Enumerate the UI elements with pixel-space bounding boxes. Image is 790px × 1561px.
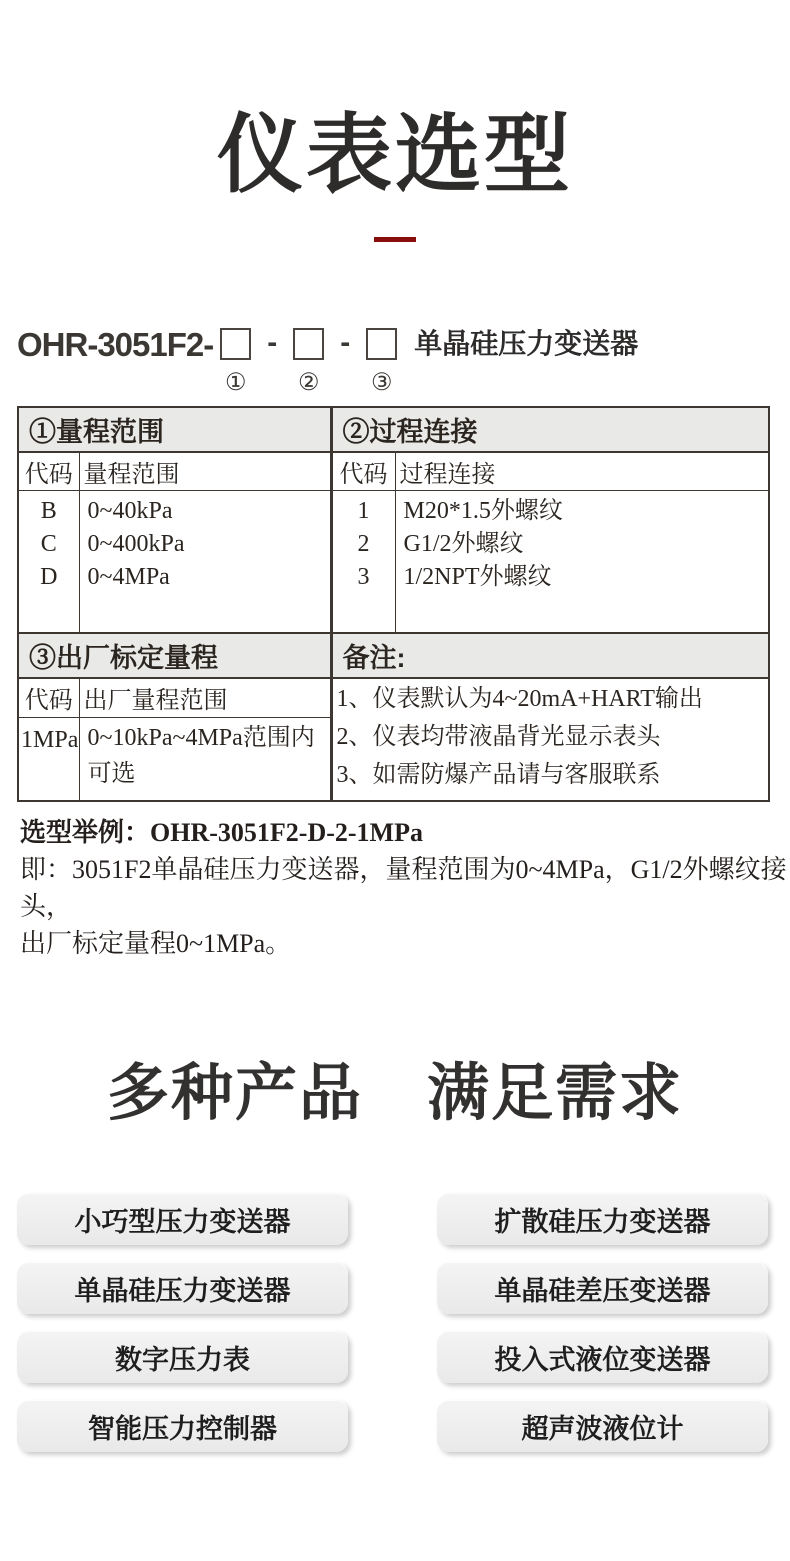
connection-code: 1 (357, 497, 370, 524)
remark-item: 2、仪表均带液晶背光显示表头 (336, 723, 661, 750)
connection-code: 3 (357, 563, 370, 590)
remarks-header: 备注: (331, 633, 769, 678)
section1-codes (18, 490, 79, 633)
model-code-line (17, 325, 790, 396)
product-button-diffused-silicon-pressure-transmitter[interactable]: 扩散硅压力变送器 (437, 1193, 768, 1245)
example-label: 选型举例： (20, 817, 151, 847)
section3-col-code: 代码 (18, 678, 79, 718)
remarks-list (331, 678, 769, 801)
section2-header: ②过程连接 (331, 407, 769, 452)
model-box-2 (293, 328, 324, 360)
accent-dash (374, 237, 416, 242)
product-button-digital-pressure-gauge[interactable]: 数字压力表 (17, 1331, 348, 1383)
section1-values (79, 490, 331, 633)
model-box-3 (366, 328, 397, 360)
model-prefix: OHR-3051F2- (17, 325, 214, 363)
model-dash-1: - (267, 325, 278, 359)
example-line-3: 出厂标定量程0~1MPa。 (20, 928, 292, 958)
table-section-header-row-1 (18, 407, 769, 452)
selection-example (20, 814, 790, 962)
example-line-2: 即：3051F2单晶硅压力变送器，量程范围为0~4MPa，G1/2外螺纹接头， (20, 854, 787, 921)
model-suffix: 单晶硅压力变送器 (414, 327, 639, 359)
range-code: B (40, 497, 57, 524)
table-subheader-row-1 (18, 452, 769, 491)
connection-value: 1/2NPT外螺纹 (403, 563, 552, 590)
range-value: 0~4MPa (87, 563, 170, 590)
table-data-row (18, 490, 769, 633)
example-line-1 (20, 814, 790, 851)
connection-value: M20*1.5外螺纹 (403, 497, 563, 524)
products-heading: 多种产品 满足需求 (106, 1058, 683, 1128)
model-box-wrap-3 (366, 328, 397, 395)
section1-header: ①量程范围 (18, 407, 331, 452)
product-button-monocrystalline-silicon-pressure-transmitter[interactable]: 单晶硅压力变送器 (17, 1262, 348, 1314)
connection-value: G1/2外螺纹 (403, 530, 524, 557)
model-box-wrap-2 (293, 328, 324, 395)
model-box-1 (220, 328, 251, 360)
range-code: C (40, 530, 57, 557)
product-button-submersible-level-transmitter[interactable]: 投入式液位变送器 (437, 1331, 768, 1383)
section2-col-connection: 过程连接 (395, 452, 769, 491)
factory-range-value: 0~10kPa~4MPa范围内可选 (79, 717, 331, 801)
remark-item: 1、仪表默认为4~20mA+HART输出 (336, 685, 703, 712)
range-code: D (40, 563, 58, 590)
range-value: 0~400kPa (87, 530, 185, 557)
range-value: 0~40kPa (87, 497, 173, 524)
circled-number-2: ② (297, 369, 320, 396)
circled-number-3: ③ (370, 369, 393, 396)
factory-range-code: 1MPa (18, 717, 79, 801)
section1-col-range: 量程范围 (79, 452, 331, 491)
circled-number-1: ① (224, 369, 247, 396)
remark-item: 3、如需防爆产品请与客服联系 (336, 761, 661, 788)
section2-values (395, 490, 769, 633)
section1-col-code: 代码 (18, 452, 79, 491)
section2-col-code: 代码 (331, 452, 395, 491)
table-subheader-row-2 (18, 678, 769, 718)
model-box-wrap-1 (220, 328, 251, 395)
selection-table (17, 406, 770, 802)
table-section-header-row-2 (18, 633, 769, 678)
section2-codes (331, 490, 395, 633)
section3-col-range: 出厂量程范围 (79, 678, 331, 718)
product-button-compact-pressure-transmitter[interactable]: 小巧型压力变送器 (17, 1193, 348, 1245)
section3-header: ③出厂标定量程 (18, 633, 331, 678)
example-code: OHR-3051F2-D-2-1MPa (150, 817, 423, 847)
product-button-ultrasonic-level-meter[interactable]: 超声波液位计 (437, 1400, 768, 1452)
model-dash-2: - (340, 325, 351, 359)
connection-code: 2 (357, 530, 370, 557)
page-title: 仪表选型 (217, 107, 573, 203)
product-button-grid (17, 1193, 768, 1452)
product-button-smart-pressure-controller[interactable]: 智能压力控制器 (17, 1400, 348, 1452)
product-button-monocrystalline-silicon-dp-transmitter[interactable]: 单晶硅差压变送器 (437, 1262, 768, 1314)
